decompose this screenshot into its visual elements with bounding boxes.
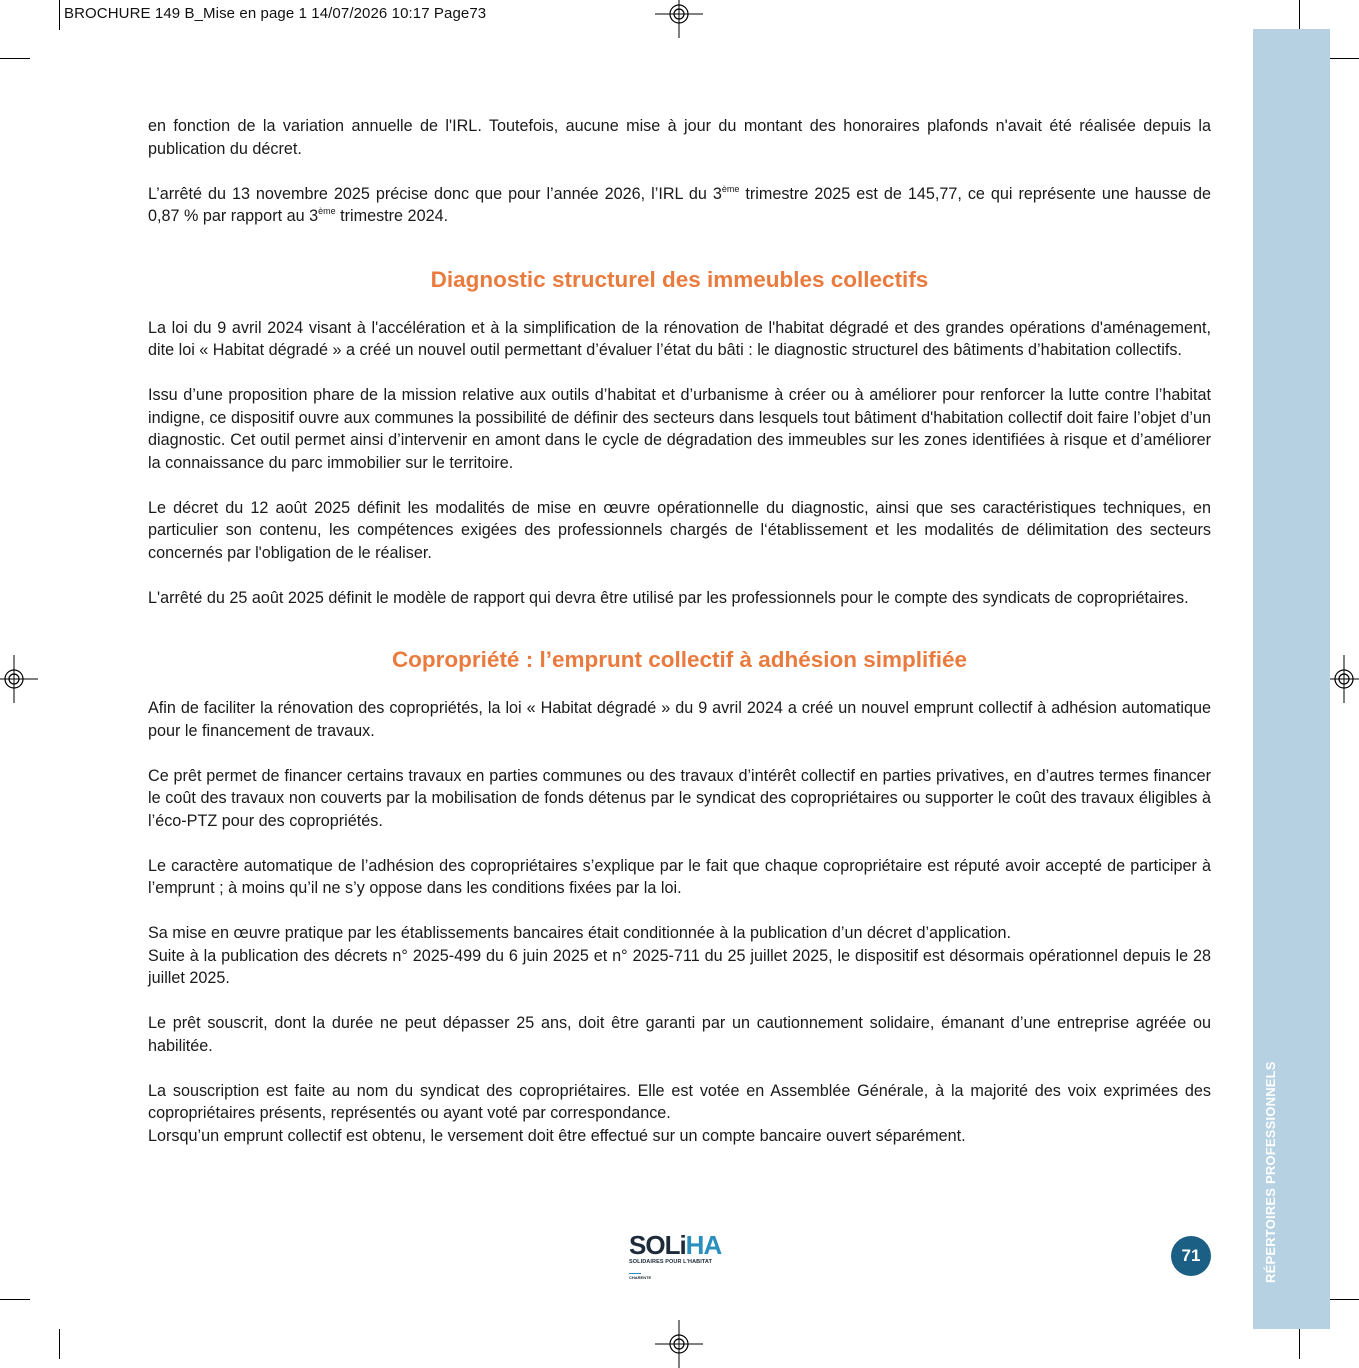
soliha-logo xyxy=(629,1232,729,1278)
registration-mark-icon xyxy=(655,1320,703,1368)
body-paragraph: Lorsqu’un emprunt collectif est obtenu, le versement doit être effectué sur un compte bancaire ouvert séparément. xyxy=(148,1126,966,1145)
body-paragraph: Ce prêt permet de financer certains travaux en parties communes ou des travaux d’intérêt collectif en parties privatives, en d’autres termes financer le coût des travaux non couverts par la mobilisation de fonds détenus par le syndicat des copropriétaires ou supporter le coût des travaux éligibles à l’éco-PTZ pour des copropriétés. xyxy=(148,766,1211,830)
intro-paragraph: L’arrêté du 13 novembre 2025 précise donc que pour l’année 2026, l’IRL du 3ème trimestre 2025 est de 145,77, ce qui représente une hausse de 0,87 % par rapport au 3ème trimestre 2024. xyxy=(148,183,1211,225)
body-paragraph: Le décret du 12 août 2025 définit les modalités de mise en œuvre opérationnelle du diagnostic, ainsi que ses caractéristiques techniques, en particulier son contenu, les compétences exigées des professionnels chargés de l‘établissement et les modalités de délimitation des secteurs concernés par l'obligation de le réaliser. xyxy=(148,498,1211,562)
body-paragraph: La souscription est faite au nom du syndicat des copropriétaires. Elle est votée en Assemblée Générale, à la majorité des voix exprimées des copropriétaires présents, représentés ou ayant voté par correspondance. xyxy=(148,1081,1211,1122)
section-heading: Copropriété : l’emprunt collectif à adhésion simplifiée xyxy=(391,647,968,672)
print-slug: BROCHURE 149 B_Mise en page 1 14/07/2026 10:17 Page73 xyxy=(64,5,487,22)
crop-mark xyxy=(1329,1299,1359,1300)
crop-mark xyxy=(0,58,30,59)
registration-mark-icon xyxy=(0,655,38,703)
body-paragraph: Le caractère automatique de l’adhésion des copropriétaires s’explique par le fait que chaque copropriétaire est réputé avoir accepté de participer à l’emprunt ; à moins qu’il ne s’y oppose dans les conditions fixées par la loi. xyxy=(148,856,1211,897)
body-paragraph: Le prêt souscrit, dont la durée ne peut dépasser 25 ans, doit être garanti par un cautionnement solidaire, émanant d’une entreprise agréée ou habilitée. xyxy=(148,1014,1211,1055)
crop-mark xyxy=(1299,0,1300,30)
body-paragraph: Issu d’une proposition phare de la mission relative aux outils d’habitat et d’urbanisme à créer ou à améliorer pour renforcer la lutte contre l’habitat indigne, ce dispositif ouvre aux communes la possibilité de définir des secteurs dans lesquels tout bâtiment d'habitation collectif doit faire l’objet d’un diagnostic. Cet outil permet ainsi d’intervenir en amont dans le cycle de dégradation des immeubles sur les zones identifiées à risque et d’améliorer la connaissance du parc immobilier sur le territoire. xyxy=(148,386,1211,472)
page-content xyxy=(148,115,1211,1147)
intro-paragraph: en fonction de la variation annuelle de l'IRL. Toutefois, aucune mise à jour du montant des honoraires plafonds n'avait été réalisée depuis la publication du décret. xyxy=(148,117,1211,158)
sidebar-label: RÉPERTOIRES PROFESSIONNELS xyxy=(1263,1061,1278,1283)
logo-tagline: SOLIDAIRES POUR L'HABITAT xyxy=(629,1259,713,1265)
logo-word-blue: HA xyxy=(685,1230,722,1260)
body-paragraph: Suite à la publication des décrets n° 2025-499 du 6 juin 2025 et n° 2025-711 du 25 juillet 2025, le dispositif est désormais opérationnel depuis le 28 juillet 2025. xyxy=(148,946,1211,987)
crop-mark xyxy=(59,1329,60,1359)
crop-mark xyxy=(1329,58,1359,59)
page-number-badge: 71 xyxy=(1171,1236,1211,1276)
registration-mark-icon xyxy=(655,0,703,38)
body-paragraph: Sa mise en œuvre pratique par les établissements bancaires était conditionnée à la publication d’un décret d’application. xyxy=(148,924,1011,942)
crop-mark xyxy=(59,0,60,30)
logo-region: CHARENTE xyxy=(629,1275,652,1280)
crop-mark xyxy=(0,1299,30,1300)
crop-mark xyxy=(1299,1329,1300,1359)
logo-word-dark: SOLi xyxy=(629,1230,686,1260)
body-paragraph: L'arrêté du 25 août 2025 définit le modèle de rapport qui devra être utilisé par les professionnels pour le compte des syndicats de copropriétaires. xyxy=(148,588,1189,607)
section-heading: Diagnostic structurel des immeubles collectifs xyxy=(430,266,929,292)
body-paragraph: Afin de faciliter la rénovation des copropriétés, la loi « Habitat dégradé » du 9 avril 2024 a créé un nouvel emprunt collectif à adhésion automatique pour le financement de travaux. xyxy=(148,699,1211,740)
logo-divider xyxy=(629,1273,641,1274)
body-paragraph: La loi du 9 avril 2024 visant à l'accélération et à la simplification de la rénovation de l'habitat dégradé et des grandes opérations d'aménagement, dite loi « Habitat dégradé » a créé un nouvel outil permettant d’évaluer l’état du bâti : le diagnostic structurel des bâtiments d’habitation collectifs. xyxy=(148,318,1211,359)
